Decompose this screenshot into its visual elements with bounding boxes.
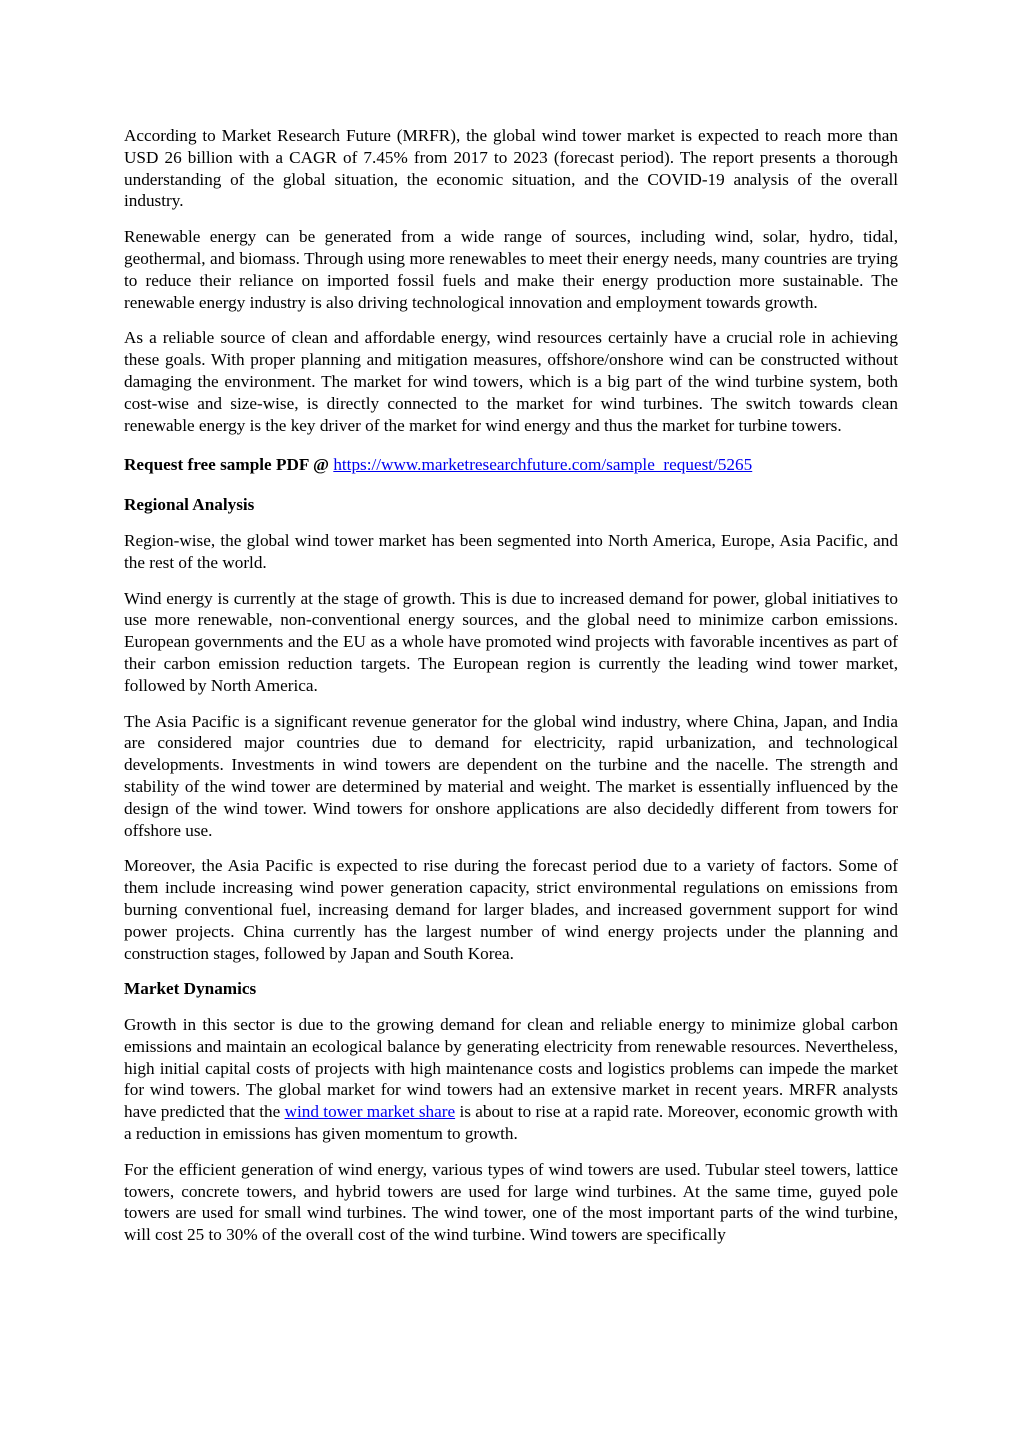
sample-request-label: Request free sample PDF @	[124, 455, 334, 475]
regional-analysis-heading: Regional Analysis	[124, 495, 255, 515]
sample-request-link[interactable]: https://www.marketresearchfuture.com/sample_request/5265	[333, 455, 753, 475]
document-page	[124, 125, 898, 1246]
dynamics-paragraph-1-end: is about to rise at a rapid rate. Moreover, economic growth with a reduction in emissions has given momentum to growth.	[124, 1102, 898, 1144]
intro-paragraph-1: According to Market Research Future (MRFR), the global wind tower market is expected to reach more than USD 26 billion with a CAGR of 7.45% from 2017 to 2023 (forecast period). The report presents a thorough understanding of the global situation, the economic situation, and the COVID-19 analysis of the overall industry.	[124, 126, 898, 211]
sample-request-line	[124, 454, 898, 476]
intro-paragraph-3: As a reliable source of clean and affordable energy, wind resources certainly have a crucial role in achieving these goals. With proper planning and mitigation measures, offshore/onshore wind can be constructed without damaging the environment. The market for wind towers, which is a big part of the wind turbine system, both cost-wise and size-wise, is directly connected to the market for wind turbines. The switch towards clean renewable energy is the key driver of the market for wind energy and thus the market for turbine towers.	[124, 328, 898, 435]
regional-paragraph-3: The Asia Pacific is a significant revenue generator for the global wind industry, where China, Japan, and India are considered major countries due to demand for electricity, rapid urbanization, and technological developments. Investments in wind towers are dependent on the turbine and the nacelle. The strength and stability of the wind tower are determined by material and weight. The market is essentially influenced by the design of the wind tower. Wind towers for onshore applications are also decidedly different from towers for offshore use.	[124, 711, 898, 840]
regional-paragraph-1: Region-wise, the global wind tower market has been segmented into North America, Europe, Asia Pacific, and the rest of the world.	[124, 530, 898, 572]
dynamics-paragraph-1	[124, 1014, 898, 1145]
regional-paragraph-4: Moreover, the Asia Pacific is expected to rise during the forecast period due to a variety of factors. Some of them include increasing wind power generation capacity, strict environmental regulations on emissions from burning conventional fuel, increasing demand for larger blades, and increased government support for wind power projects. China currently has the largest number of wind energy projects under the planning and construction stages, followed by Japan and South Korea.	[124, 856, 898, 963]
wind-tower-market-share-link[interactable]: wind tower market share	[284, 1102, 456, 1122]
market-dynamics-heading: Market Dynamics	[124, 979, 257, 999]
regional-paragraph-2: Wind energy is currently at the stage of growth. This is due to increased demand for power, global initiatives to use more renewable, non-conventional energy sources, and the global need to minimize carbon emissions. European governments and the EU as a whole have promoted wind projects with favorable incentives as part of their carbon emission reduction targets. The European region is currently the leading wind tower market, followed by North America.	[124, 588, 898, 695]
intro-paragraph-2: Renewable energy can be generated from a wide range of sources, including wind, solar, hydro, tidal, geothermal, and biomass. Through using more renewables to meet their energy needs, many countries are trying to reduce their reliance on imported fossil fuels and make their energy production more sustainable. The renewable energy industry is also driving technological innovation and employment towards growth.	[124, 227, 898, 312]
dynamics-paragraph-2: For the efficient generation of wind energy, various types of wind towers are used. Tubular steel towers, lattice towers, concrete towers, and hybrid towers are used for large wind turbines. At the same time, guyed pole towers are used for small wind turbines. The wind tower, one of the most important parts of the wind turbine, will cost 25 to 30% of the overall cost of the wind turbine. Wind towers are specifically	[124, 1159, 898, 1245]
dynamics-paragraph-1-start: Growth in this sector is due to the growing demand for clean and reliable energy to minimize global carbon emissions and maintain an ecological balance by generating electricity from renewable resources. Nevertheless, high initial capital costs of projects with high maintenance costs and logistics problems can impede the market for wind towers. The global market for wind towers had an extensive market in recent years. MRFR analysts have predicted that the	[124, 1015, 898, 1122]
